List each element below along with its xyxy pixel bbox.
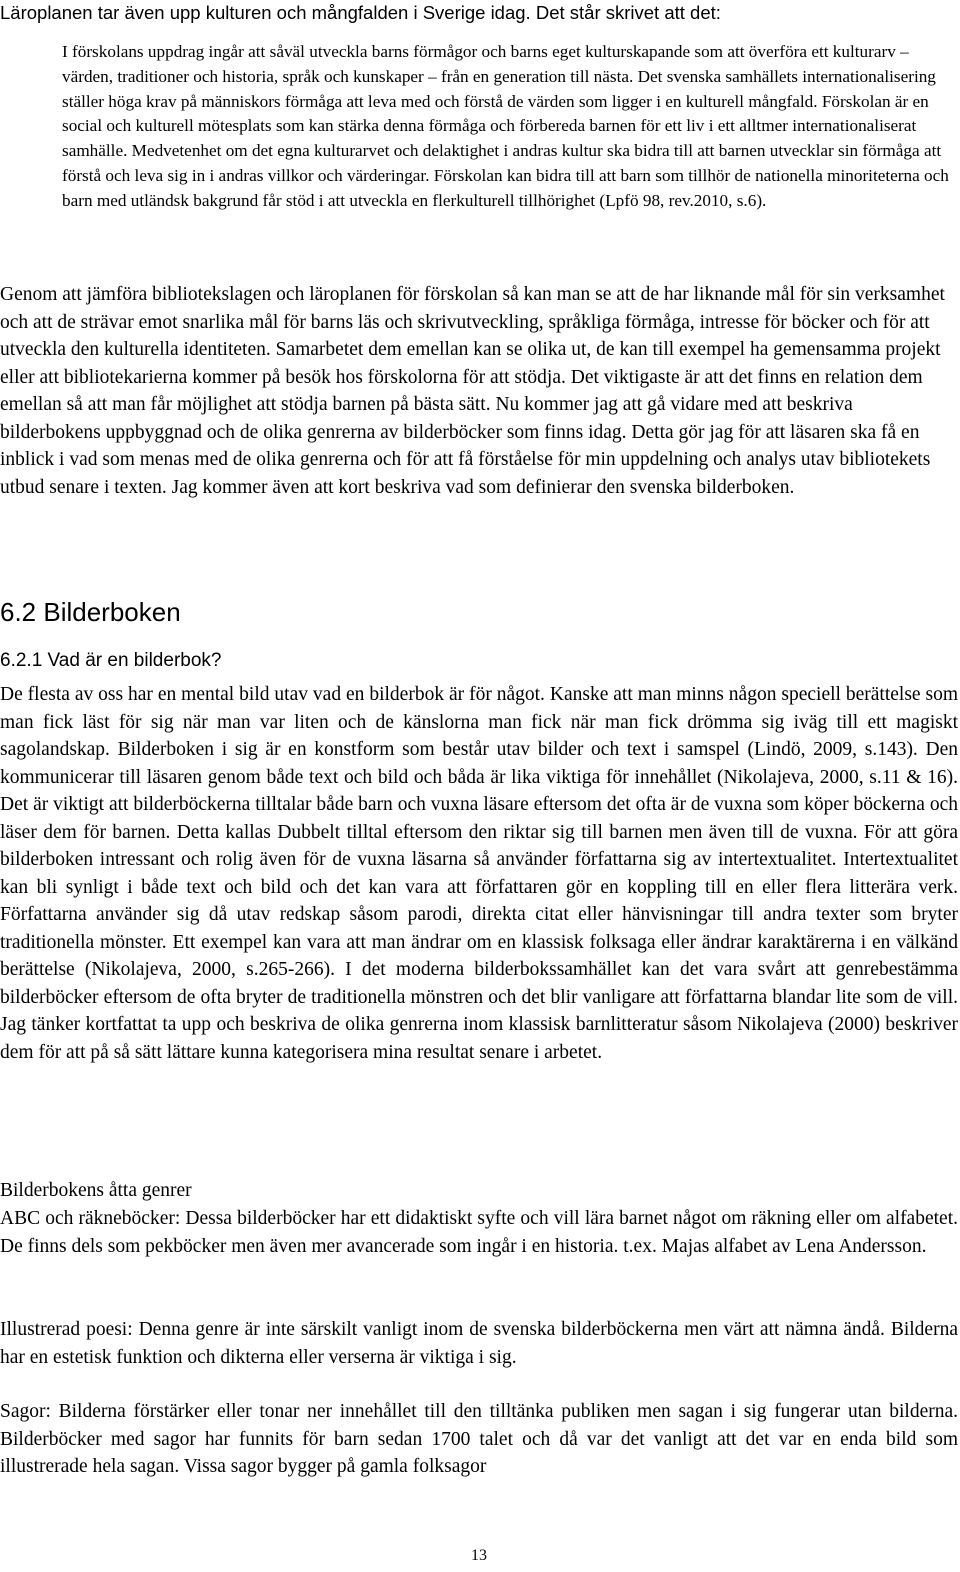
page-number: 13 xyxy=(471,1547,487,1564)
block-quote: I förskolans uppdrag ingår att såväl utveckla barns förmågor och barns eget kulturskapande som att överföra ett kulturarv – värden, traditioner och historia, språk och kunskaper – från en generation till nästa. Det svenska samhällets internationalisering ställer höga krav på människors förmåga att leva med och förstå de värden som ligger i en kulturell mångfald. Förskolan är en social och kulturell mötesplats som kan stärka denna förmåga och förbereda barnen för ett liv i ett alltmer internationaliserat samhälle. Medvetenhet om det egna kulturarvet och delaktighet i andras kultur ska bidra till att barnen utvecklar sin förmåga att förstå och leva sig in i andras villkor och värderingar. Förskolan kan bidra till att barn som tillhör de nationella minoriteterna och barn med utländsk bakgrund får stöd i att utveckla en flerkulturell tillhörighet (Lpfö 98, rev.2010, s.6). xyxy=(62,42,949,210)
genre-abc: ABC och räkneböcker: Dessa bilderböcker har ett didaktiskt syfte och vill lära barnet något om räkning eller om alfabetet. De finns dels som pekböcker men även mer avancerade som ingår i en historia. t.ex. Majas alfabet av Lena Andersson. xyxy=(0,1208,958,1257)
genre-poetry: Illustrerad poesi: Denna genre är inte särskilt vanligt inom de svenska bilderböckerna men värt att nämna ändå. Bilderna har en estetisk funktion och dikterna eller verserna är viktiga i sig. xyxy=(0,1319,958,1368)
intro-line: Läroplanen tar även upp kulturen och mångfalden i Sverige idag. Det står skrivet att det: xyxy=(0,2,721,23)
genres-title: Bilderbokens åtta genrer xyxy=(0,1180,192,1201)
genre-tales: Sagor: Bilderna förstärker eller tonar ner innehållet till den tilltänka publiken men sagan i sig fungerar utan bilderna. Bilderböcker med sagor har funnits för barn sedan 1700 talet och då var det vanligt att det var en enda bild som illustrerade hela sagan. Vissa sagor bygger på gamla folksagor xyxy=(0,1401,958,1477)
subsection-heading: 6.2.1 Vad är en bilderbok? xyxy=(0,650,222,671)
section-heading: 6.2 Bilderboken xyxy=(0,597,181,627)
paragraph-what-is-picture-book: De flesta av oss har en mental bild utav vad en bilderbok är för något. Kanske att man minns någon speciell berättelse som man fick läst för sig när man var liten och de känslorna man fick när man fick drömma sig iväg till ett magiskt sagolandskap. Bilderboken i sig är en konstform som består utav bilder och text i samspel (Lindö, 2009, s.143). Den kommunicerar till läsaren genom både text och bild och båda är lika viktiga för innehållet (Nikolajeva, 2000, s.11 & 16). Det är viktigt att bilderböckerna tilltalar både barn och vuxna läsare eftersom det ofta är de vuxna som köper böckerna och läser dem för barnen. Detta kallas Dubbelt tilltal eftersom den riktar sig till barnen men även till de vuxna. För att göra bilderboken intressant och rolig även för de vuxna läsarna så använder författarna sig av intertextualitet. Intertextualitet kan bli synligt i både text och bild och det kan vara att författaren gör en koppling till en eller flera litterära verk. Författarna använder sig då utav redskap såsom parodi, direkta citat eller hänvisningar till andra texter som bryter traditionella mönster. Ett exempel kan vara att man ändrar om en klassisk folksaga eller ändrar karaktärerna i en välkänd berättelse (Nikolajeva, 2000, s.265-266). I det moderna bilderbokssamhället kan det vara svårt att genrebestämma bilderböcker eftersom de ofta bryter de traditionella mönstren och det blir vanligare att författarna blandar lite som de vill. Jag tänker kortfattat ta upp och beskriva de olika genrerna inom klassisk barnlitteratur såsom Nikolajeva (2000) beskriver dem för att på så sätt lättare kunna kategorisera mina resultat senare i arbetet. xyxy=(0,684,958,1063)
paragraph-comparison: Genom att jämföra bibliotekslagen och läroplanen för förskolan så kan man se att de har liknande mål för sin verksamhet och att de strävar emot snarlika mål för barns läs och skrivutveckling, språkliga förmåga, intresse för böcker och för att utveckla den kulturella identiteten. Samarbetet dem emellan kan se olika ut, de kan till exempel ha gemensamma projekt eller att bibliotekarierna kommer på besök hos förskolorna för att stödja. Det viktigaste är att det finns en relation dem emellan så att man får möjlighet att stödja barnen på bästa sätt. Nu kommer jag att gå vidare med att beskriva bilderbokens uppbyggnad och de olika genrerna av bilderböcker som finns idag. Detta gör jag för att läsaren ska få en inblick i vad som menas med de olika genrerna och för att få förståelse för min uppdelning och analys utav bibliotekets utbud senare i texten. Jag kommer även att kort beskriva vad som definierar den svenska bilderboken. xyxy=(0,284,945,498)
